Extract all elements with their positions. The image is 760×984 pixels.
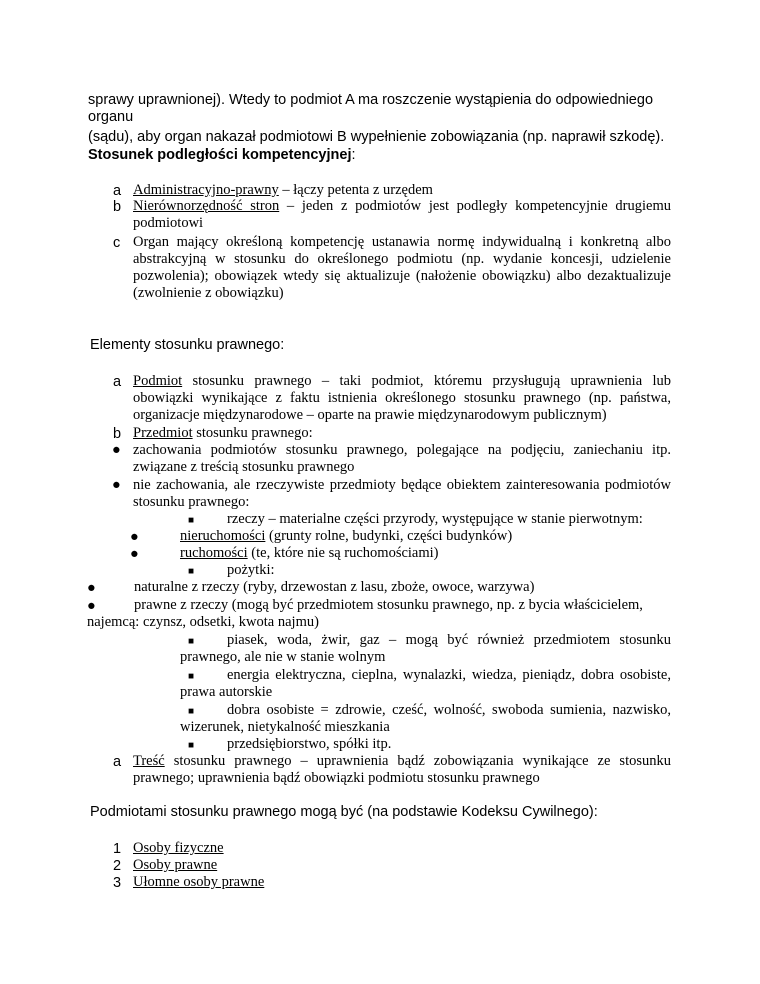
list-item-text: (te, które nie są ruchomościami): [247, 545, 439, 561]
square-item: pożytki:: [227, 562, 275, 578]
square-marker: ■: [188, 706, 195, 717]
intro-line-1: sprawy uprawnionej). Wtedy to podmiot A ma roszczenie wystąpienia do odpowiedniego organu: [88, 92, 654, 125]
list-number: 3: [113, 875, 122, 891]
section-1-heading: [88, 147, 356, 164]
term-podmiot: Podmiot: [133, 373, 183, 389]
list-item-podmiot: [133, 373, 671, 424]
section-2-heading: Elementy stosunku prawnego:: [90, 337, 285, 353]
bullet-marker: ●: [130, 546, 139, 562]
bullet-item-ruchomosci: [180, 545, 660, 562]
square-item: piasek, woda, żwir, gaz – mogą być również przedmiotem stosunku prawnego, ale nie w stanie wolnym: [180, 632, 671, 665]
intro-paragraph: [88, 92, 688, 146]
square-item: dobra osobiste = zdrowie, cześć, wolność, swoboda sumienia, nazwisko, wizerunek, nietykalność mieszkania: [180, 702, 671, 735]
list-item-text: stosunku prawnego – taki podmiot, któremu przysługują uprawnienia lub obowiązki wynikające z faktu istnienia określonego stosunku prawnego (np. państwa, organizacje międzynarodowe – oparte na prawie międzynarodowym publicznym): [133, 373, 671, 423]
list-marker: a: [113, 183, 122, 199]
list-item-osoby-fizyczne: Osoby fizyczne: [133, 840, 224, 856]
square-item: rzeczy – materialne części przyrody, występujące w stanie pierwotnym:: [227, 511, 643, 527]
list-item-osoby-prawne: Osoby prawne: [133, 857, 218, 873]
list-item-text: – jeden z podmiotów jest podległy kompetencyjnie drugiemu podmiotowi: [133, 198, 672, 231]
bullet-marker: ●: [112, 442, 121, 458]
bullet-marker: ●: [87, 598, 96, 614]
list-item-ulomne-osoby-prawne: Ułomne osoby prawne: [133, 874, 265, 890]
square-marker: ■: [188, 740, 195, 751]
square-marker: ■: [188, 636, 195, 647]
list-item-tresc: [133, 753, 671, 787]
list-number: 2: [113, 858, 122, 874]
bullet-marker: ●: [87, 580, 96, 596]
bullet-item-nieruchomosci: [180, 528, 660, 545]
list-marker: c: [113, 235, 121, 251]
square-item: energia elektryczna, cieplna, wynalazki, wiedza, pieniądz, dobra osobiste, prawa autorskie: [180, 667, 671, 700]
term-ruchomosci: ruchomości: [180, 545, 248, 561]
section-1-heading-colon: :: [351, 147, 356, 163]
bullet-marker: ●: [130, 529, 139, 545]
square-marker: ■: [188, 515, 195, 526]
square-item: przedsiębiorstwo, spółki itp.: [227, 736, 392, 752]
section-3-heading: Podmiotami stosunku prawnego mogą być (na podstawie Kodeksu Cywilnego):: [90, 804, 598, 820]
bullet-marker: ●: [112, 477, 121, 493]
list-item-text: – łączy petenta z urzędem: [278, 182, 433, 198]
list-item-text: stosunku prawnego – uprawnienia bądź zobowiązania wynikające ze stosunku prawnego; uprawnienia bądź obowiązki podmiotu stosunku prawnego: [133, 753, 671, 786]
section-1-heading-text: Stosunek podległości kompetencyjnej: [88, 147, 352, 163]
list-marker: a: [113, 374, 122, 390]
list-item: [133, 198, 671, 232]
list-item-przedmiot: [133, 425, 671, 442]
list-marker: b: [113, 199, 122, 215]
term-nieruchomosci: nieruchomości: [180, 528, 266, 544]
square-marker: ■: [188, 671, 195, 682]
list-item-text: (grunty rolne, budynki, części budynków): [265, 528, 513, 544]
term-nierownorzednosc-stron: Nierównorzędność stron: [133, 198, 280, 214]
list-marker: b: [113, 426, 122, 442]
bullet-item: nie zachowania, ale rzeczywiste przedmioty będące obiektem zainteresowania podmiotów stosunku prawnego:: [133, 477, 671, 510]
bullet-item-prawne-line-2: najemcą: czynsz, odsetki, kwota najmu): [87, 614, 319, 630]
list-item: Organ mający określoną kompetencję ustanawia normę indywidualną i konkretną albo abstrakcyjną w stosunku do określonego podmiotu (np. wydanie koncesji, udzielenie pozwolenia); obowiązek wtedy się aktualizuje (nałożenie obowiązku) albo dezaktualizuje (zwolnienie z obowiązku): [133, 234, 671, 301]
bullet-item-naturalne: naturalne z rzeczy (ryby, drzewostan z lasu, zboże, owoce, warzywa): [134, 579, 535, 595]
term-administracyjno-prawny: Administracyjno-prawny: [133, 182, 279, 198]
list-item-text: stosunku prawnego:: [192, 425, 313, 441]
list-number: 1: [113, 841, 122, 857]
bullet-item-prawne-line-1: prawne z rzeczy (mogą być przedmiotem stosunku prawnego, np. z bycia właścicielem,: [134, 597, 643, 613]
bullet-item: zachowania podmiotów stosunku prawnego, polegające na podjęciu, zaniechaniu itp. związane z treścią stosunku prawnego: [133, 442, 671, 475]
term-przedmiot: Przedmiot: [133, 425, 193, 441]
intro-line-2: (sądu), aby organ nakazał podmiotowi B wypełnienie zobowiązania (np. naprawił szkodę).: [88, 129, 665, 145]
term-tresc: Treść: [133, 753, 165, 769]
square-marker: ■: [188, 566, 195, 577]
list-item: [133, 182, 671, 199]
list-marker: a: [113, 754, 122, 770]
